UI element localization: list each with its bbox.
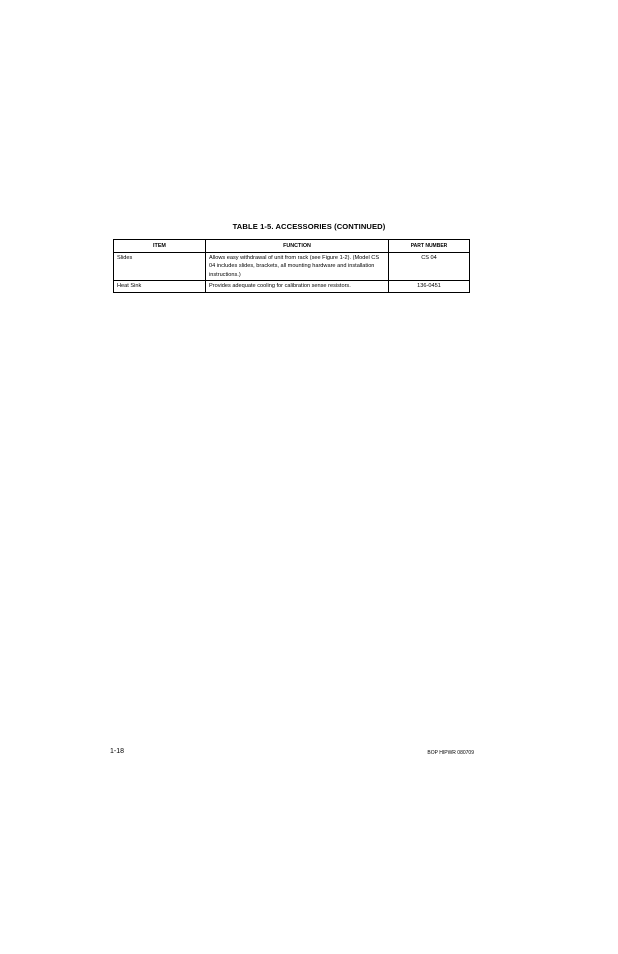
row-item: Heat Sink	[114, 281, 206, 292]
table-row	[114, 253, 470, 281]
table-header-row	[114, 240, 470, 253]
header-item: ITEM	[114, 240, 206, 253]
header-part-number: PART NUMBER	[389, 240, 470, 253]
accessories-table	[113, 239, 470, 293]
row-part-number: 136-0451	[389, 281, 470, 292]
row-function: Provides adequate cooling for calibration sense resistors.	[206, 281, 389, 292]
row-item: Slides	[114, 253, 206, 281]
header-function: FUNCTION	[206, 240, 389, 253]
document-id: BOP HIPWR 080709	[427, 750, 474, 756]
row-function: Allows easy withdrawal of unit from rack (see Figure 1-2). (Model CS 04 includes slides, brackets, all mounting hardware and installation instructions.)	[206, 253, 389, 281]
table-row	[114, 281, 470, 292]
row-part-number: CS 04	[389, 253, 470, 281]
page-number: 1-18	[110, 748, 125, 755]
table-title: TABLE 1-5. ACCESSORIES (CONTINUED)	[232, 222, 386, 231]
